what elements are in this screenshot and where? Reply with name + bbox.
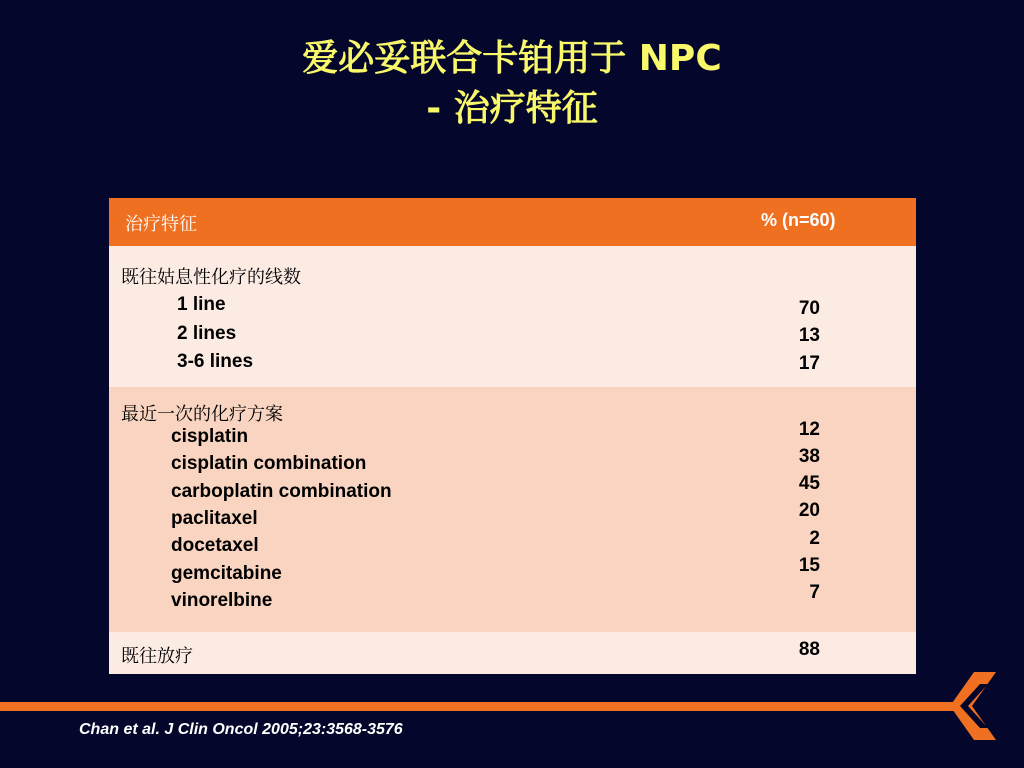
header-percent: % (n=60) bbox=[761, 210, 836, 230]
item-label: cisplatin combination bbox=[171, 453, 367, 474]
item-label: docetaxel bbox=[171, 535, 259, 556]
item-value: 13 bbox=[798, 325, 820, 346]
slide-title bbox=[0, 34, 1024, 134]
item-value: 12 bbox=[798, 419, 820, 440]
item-value: 45 bbox=[798, 473, 820, 494]
title-line-2: - 治疗特征 bbox=[426, 88, 598, 129]
item-value: 70 bbox=[798, 298, 820, 319]
header-characteristic: 治疗特征 bbox=[125, 214, 197, 235]
item-label: gemcitabine bbox=[171, 563, 282, 584]
table-row-prior-lines bbox=[109, 246, 916, 387]
item-label: carboplatin combination bbox=[171, 481, 392, 502]
item-label: 2 lines bbox=[177, 323, 237, 344]
orange-footer-bar bbox=[0, 702, 968, 711]
chevron-arrows-icon bbox=[944, 670, 1000, 742]
item-value: 2 bbox=[809, 528, 820, 549]
item-value: 7 bbox=[809, 582, 820, 603]
category-label: 最近一次的化疗方案 bbox=[121, 404, 283, 425]
item-value: 20 bbox=[798, 500, 820, 521]
item-label: vinorelbine bbox=[171, 590, 273, 611]
citation: Chan et al. J Clin Oncol 2005;23:3568-3576 bbox=[79, 721, 403, 738]
title-line-1: 爱必妥联合卡铂用于 NPC bbox=[302, 38, 722, 79]
item-label: 1 line bbox=[177, 294, 226, 315]
table-row-last-regimen bbox=[109, 387, 916, 632]
category-label: 既往放疗 bbox=[121, 646, 193, 667]
item-label: paclitaxel bbox=[171, 508, 258, 529]
treatment-characteristics-table bbox=[109, 198, 916, 674]
item-label: 3-6 lines bbox=[177, 351, 254, 372]
item-label: cisplatin bbox=[171, 426, 249, 447]
item-value: 88 bbox=[798, 639, 820, 660]
item-value: 15 bbox=[798, 555, 820, 576]
item-value: 38 bbox=[798, 446, 820, 467]
category-label: 既往姑息性化疗的线数 bbox=[121, 267, 301, 288]
table-header-row bbox=[109, 198, 916, 246]
item-value: 17 bbox=[798, 353, 820, 374]
table-row-prior-radiotherapy bbox=[109, 632, 916, 674]
